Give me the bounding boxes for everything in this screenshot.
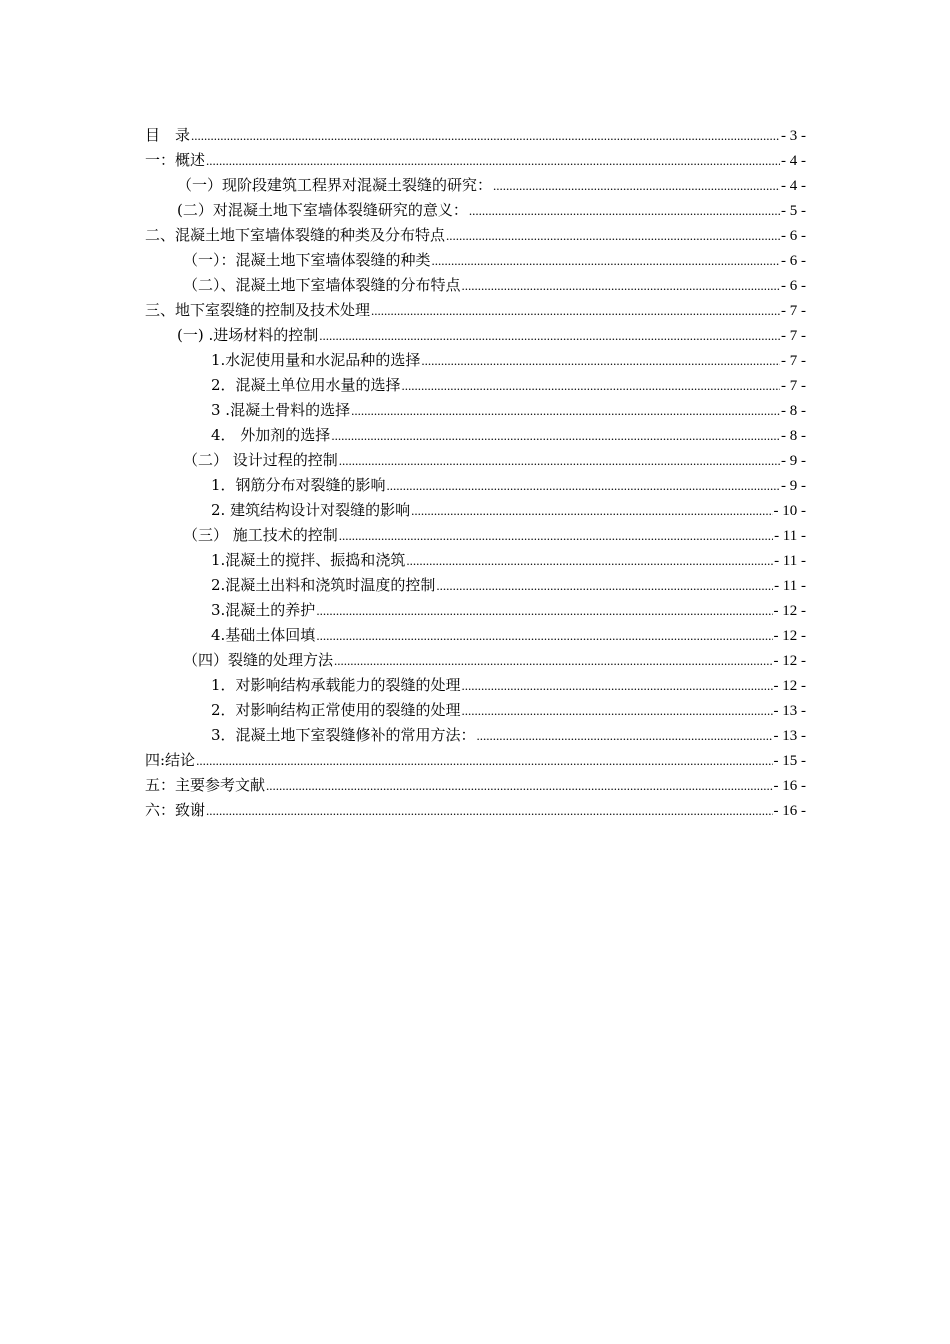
toc-entry[interactable] bbox=[145, 623, 806, 648]
toc-entry-title: 1．钢筋分布对裂缝的影响 bbox=[211, 476, 386, 494]
toc-entry[interactable] bbox=[145, 348, 806, 373]
toc-entry-page: - 7 - bbox=[781, 303, 806, 319]
toc-dot-leader bbox=[462, 273, 780, 298]
toc-entry-title: 4.基础土体回填 bbox=[211, 626, 316, 644]
toc-entry-title: 五：主要参考文献 bbox=[145, 776, 266, 794]
toc-entry[interactable] bbox=[145, 123, 806, 148]
toc-entry-page: - 8 - bbox=[781, 403, 806, 419]
toc-entry-title: 三、地下室裂缝的控制及技术处理 bbox=[145, 301, 371, 319]
toc-entry[interactable] bbox=[145, 798, 806, 823]
toc-entry[interactable] bbox=[145, 273, 806, 298]
toc-entry[interactable] bbox=[145, 723, 806, 748]
toc-entry[interactable] bbox=[145, 773, 806, 798]
toc-dot-leader bbox=[446, 223, 780, 248]
toc-entry-title: 2. 建筑结构设计对裂缝的影响 bbox=[211, 501, 411, 519]
toc-dot-leader bbox=[206, 148, 780, 173]
toc-entry[interactable] bbox=[145, 748, 806, 773]
toc-entry-page: - 12 - bbox=[773, 653, 806, 669]
toc-entry-title: 2．混凝土单位用水量的选择 bbox=[211, 376, 401, 394]
toc-entry[interactable] bbox=[145, 698, 806, 723]
toc-entry-page: - 12 - bbox=[773, 603, 806, 619]
toc-entry-title: 3.混凝土的养护 bbox=[211, 601, 316, 619]
toc-entry-title: 目 录 bbox=[145, 126, 191, 144]
toc-entry-title: 1.水泥使用量和水泥品种的选择 bbox=[211, 351, 421, 369]
toc-entry[interactable] bbox=[145, 523, 806, 548]
toc-entry-title: 1.混凝土的搅拌、振捣和浇筑 bbox=[211, 551, 406, 569]
toc-dot-leader bbox=[402, 373, 780, 398]
toc-entry-page: - 11 - bbox=[774, 553, 806, 569]
toc-dot-leader bbox=[316, 623, 772, 648]
toc-entry-title: （一）现阶段建筑工程界对混凝土裂缝的研究： bbox=[177, 176, 493, 194]
toc-dot-leader bbox=[266, 773, 772, 798]
toc-entry-page: - 10 - bbox=[773, 503, 806, 519]
toc-entry-page: - 5 - bbox=[781, 203, 806, 219]
toc-dot-leader bbox=[432, 248, 780, 273]
toc-entry[interactable] bbox=[145, 473, 806, 498]
toc-entry[interactable] bbox=[145, 198, 806, 223]
toc-entry[interactable] bbox=[145, 323, 806, 348]
toc-entry-page: - 12 - bbox=[773, 628, 806, 644]
toc-dot-leader bbox=[493, 173, 780, 198]
toc-entry-title: （三） 施工技术的控制 bbox=[183, 526, 338, 544]
toc-entry-title: 1．对影响结构承载能力的裂缝的处理 bbox=[211, 676, 461, 694]
toc-entry[interactable] bbox=[145, 598, 806, 623]
toc-entry-page: - 6 - bbox=[781, 278, 806, 294]
toc-entry-title: 二、混凝土地下室墙体裂缝的种类及分布特点 bbox=[145, 226, 446, 244]
toc-dot-leader bbox=[411, 498, 772, 523]
toc-entry[interactable] bbox=[145, 298, 806, 323]
toc-dot-leader bbox=[406, 548, 773, 573]
toc-entry[interactable] bbox=[145, 398, 806, 423]
toc-entry[interactable] bbox=[145, 573, 806, 598]
toc-entry-page: - 9 - bbox=[781, 478, 806, 494]
toc-dot-leader bbox=[191, 123, 780, 148]
toc-entry-title: 2．对影响结构正常使用的裂缝的处理 bbox=[211, 701, 461, 719]
toc-entry-page: - 9 - bbox=[781, 453, 806, 469]
toc-dot-leader bbox=[462, 698, 773, 723]
toc-entry-page: - 3 - bbox=[781, 128, 806, 144]
toc-dot-leader bbox=[334, 648, 772, 673]
toc-dot-leader bbox=[387, 473, 780, 498]
toc-entry-title: （二） 设计过程的控制 bbox=[183, 451, 338, 469]
toc-entry-title: (二）对混凝土地下室墙体裂缝研究的意义： bbox=[177, 201, 468, 219]
toc-entry-title: 3 .混凝土骨料的选择 bbox=[211, 401, 351, 419]
toc-dot-leader bbox=[339, 523, 773, 548]
toc-dot-leader bbox=[331, 423, 780, 448]
toc-entry-page: - 8 - bbox=[781, 428, 806, 444]
toc-entry[interactable] bbox=[145, 648, 806, 673]
toc-entry[interactable] bbox=[145, 248, 806, 273]
toc-entry-page: - 4 - bbox=[781, 178, 806, 194]
toc-dot-leader bbox=[469, 198, 780, 223]
toc-entry-page: - 6 - bbox=[781, 228, 806, 244]
toc-entry-page: - 7 - bbox=[781, 378, 806, 394]
toc-entry-title: 四:结论 bbox=[145, 751, 196, 769]
toc-entry-title: 2.混凝土出料和浇筑时温度的控制 bbox=[211, 576, 436, 594]
toc-dot-leader bbox=[196, 748, 772, 773]
toc-entry[interactable] bbox=[145, 548, 806, 573]
toc-entry[interactable] bbox=[145, 148, 806, 173]
toc-entry-title: 一：概述 bbox=[145, 151, 206, 169]
toc-entry-title: 3．混凝土地下室裂缝修补的常用方法： bbox=[211, 726, 476, 744]
toc-dot-leader bbox=[462, 673, 773, 698]
toc-entry-page: - 4 - bbox=[781, 153, 806, 169]
toc-entry-title: 4． 外加剂的选择 bbox=[211, 426, 331, 444]
toc-entry-page: - 7 - bbox=[781, 353, 806, 369]
toc-entry-title: （四）裂缝的处理方法 bbox=[183, 651, 334, 669]
toc-entry-page: - 7 - bbox=[781, 328, 806, 344]
toc-entry-page: - 6 - bbox=[781, 253, 806, 269]
toc-entry-title: 六：致谢 bbox=[145, 801, 206, 819]
table-of-contents bbox=[145, 123, 806, 823]
toc-dot-leader bbox=[371, 298, 780, 323]
toc-entry-title: （一）：混凝土地下室墙体裂缝的种类 bbox=[183, 251, 431, 269]
toc-entry[interactable] bbox=[145, 223, 806, 248]
toc-entry-page: - 15 - bbox=[773, 753, 806, 769]
toc-entry-title: (一) .进场材料的控制 bbox=[177, 326, 319, 344]
toc-dot-leader bbox=[206, 798, 772, 823]
toc-entry-title: （二）、混凝土地下室墙体裂缝的分布特点 bbox=[183, 276, 461, 294]
toc-entry-page: - 11 - bbox=[774, 578, 806, 594]
toc-entry[interactable] bbox=[145, 423, 806, 448]
toc-dot-leader bbox=[351, 398, 780, 423]
toc-dot-leader bbox=[421, 348, 780, 373]
toc-dot-leader bbox=[316, 598, 772, 623]
toc-dot-leader bbox=[477, 723, 773, 748]
toc-entry-page: - 16 - bbox=[773, 778, 806, 794]
toc-dot-leader bbox=[319, 323, 780, 348]
toc-entry[interactable] bbox=[145, 173, 806, 198]
toc-entry[interactable] bbox=[145, 373, 806, 398]
toc-entry-page: - 16 - bbox=[773, 803, 806, 819]
toc-entry-page: - 13 - bbox=[773, 728, 806, 744]
toc-dot-leader bbox=[339, 448, 780, 473]
toc-entry-page: - 11 - bbox=[774, 528, 806, 544]
toc-entry[interactable] bbox=[145, 448, 806, 473]
toc-dot-leader bbox=[436, 573, 773, 598]
toc-entry-page: - 12 - bbox=[773, 678, 806, 694]
toc-entry-page: - 13 - bbox=[773, 703, 806, 719]
toc-entry[interactable] bbox=[145, 673, 806, 698]
toc-entry[interactable] bbox=[145, 498, 806, 523]
